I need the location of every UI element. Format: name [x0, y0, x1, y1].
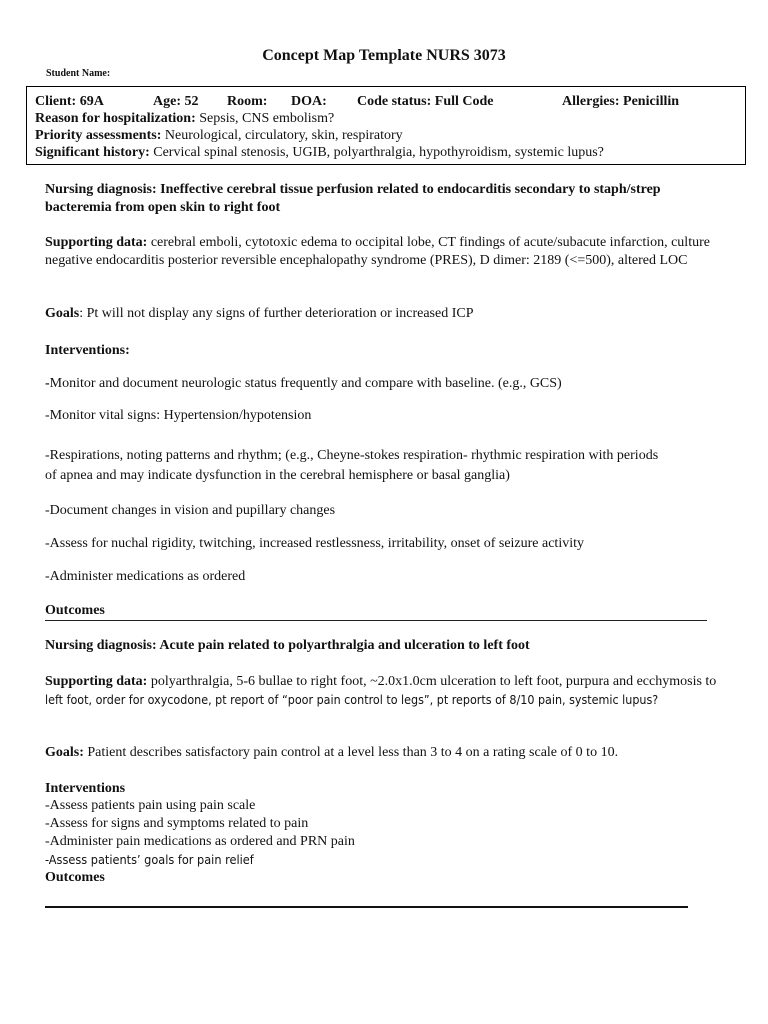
diagnosis-1-line2: bacteremia from open skin to right foot — [45, 200, 281, 215]
supporting-text-1: cerebral emboli, cytotoxic edema to occipital lobe, CT findings of acute/subacute infarction, culture — [150, 235, 710, 250]
goals-label-2: Goals: — [45, 745, 84, 760]
goals-text-2: Patient describes satisfactory pain control at a level less than 3 to 4 on a rating scale of 0 to 10. — [87, 745, 619, 760]
priority-row — [35, 127, 403, 144]
intervention-dash: - — [45, 376, 50, 391]
intervention-2-3: -Administer pain medications as ordered and PRN pain — [45, 834, 355, 849]
intervention-2-1: -Assess patients pain using pain scale — [45, 798, 256, 813]
reason-row — [35, 110, 334, 127]
room-field: Room: — [227, 94, 268, 109]
priority-label: Priority assessments: — [35, 128, 162, 143]
supporting-data-2-line1 — [45, 673, 768, 691]
section-divider — [45, 620, 707, 621]
intervention-1-4: -Document changes in vision and pupillary changes — [45, 503, 336, 518]
reason-label: Reason for hospitalization: — [35, 111, 196, 126]
goals-2 — [45, 744, 768, 762]
allergies-field: Allergies: Penicillin — [562, 94, 680, 109]
history-value: Cervical spinal stenosis, UGIB, polyarthralgia, hypothyroidism, systemic lupus? — [153, 145, 604, 160]
intervention-1-2: -Monitor vital signs: Hypertension/hypotension — [45, 408, 312, 423]
intervention-1-3-line1: -Respirations, noting patterns and rhythm; (e.g., Cheyne-stokes respiration- rhythmic respiration with periods — [45, 448, 659, 463]
goals-1 — [45, 305, 768, 323]
supporting-data-1-line2: negative endocarditis posterior reversible encephalopathy syndrome (PRES), D dimer: 2189 (<=500), altered LOC — [45, 253, 688, 268]
client-field: Client: 69A — [35, 94, 104, 109]
age-field: Age: 52 — [153, 94, 199, 109]
intervention-2-2: -Assess for signs and symptoms related to pain — [45, 816, 309, 831]
intervention-2-4: -Assess patients’ goals for pain relief — [45, 852, 254, 867]
outcomes-label-1: Outcomes — [45, 603, 105, 618]
intervention-1-6: -Administer medications as ordered — [45, 569, 246, 584]
intervention-1-3-line2: of apnea and may indicate dysfunction in the cerebral hemisphere or basal ganglia) — [45, 468, 510, 483]
end-divider — [45, 906, 688, 908]
reason-value: Sepsis, CNS embolism? — [199, 111, 335, 126]
diagnosis-1-line1: Nursing diagnosis: Ineffective cerebral tissue perfusion related to endocarditis secondary to staph/strep — [45, 182, 661, 197]
history-row — [35, 144, 604, 161]
outcomes-label-2: Outcomes — [45, 870, 105, 885]
intervention-1-1 — [45, 375, 768, 393]
supporting-data-1-line1 — [45, 234, 768, 252]
goals-label-1: Goals — [45, 306, 80, 321]
patient-header-box — [26, 86, 746, 165]
goals-text-1: : Pt will not display any signs of further deterioration or increased ICP — [79, 306, 474, 321]
supporting-label-1: Supporting data: — [45, 235, 148, 250]
supporting-text-2: polyarthralgia, 5-6 bullae to right foot, ~2.0x1.0cm ulceration to left foot, purpura and ecchymosis to — [150, 674, 717, 689]
supporting-data-2-line2: left foot, order for oxycodone, pt report of “poor pain control to legs”, pt reports of 8/10 pain, systemic lupus? — [45, 692, 659, 707]
page-title: Concept Map Template NURS 3073 — [262, 47, 506, 64]
intervention-1-1-text: Monitor and document neurologic status frequently and compare with baseline. (e.g., GCS) — [49, 376, 562, 391]
intervention-1-5: -Assess for nuchal rigidity, twitching, increased restlessness, irritability, onset of seizure activity — [45, 536, 584, 551]
student-name-label: Student Name: — [46, 68, 111, 79]
history-label: Significant history: — [35, 145, 150, 160]
interventions-label-2: Interventions — [45, 781, 126, 796]
doa-field: DOA: — [291, 94, 327, 109]
priority-value: Neurological, circulatory, skin, respiratory — [164, 128, 403, 143]
interventions-label-1: Interventions: — [45, 343, 130, 358]
diagnosis-2: Nursing diagnosis: Acute pain related to polyarthralgia and ulceration to left foot — [45, 638, 530, 653]
code-status-field: Code status: Full Code — [357, 94, 494, 109]
supporting-label-2: Supporting data: — [45, 674, 148, 689]
